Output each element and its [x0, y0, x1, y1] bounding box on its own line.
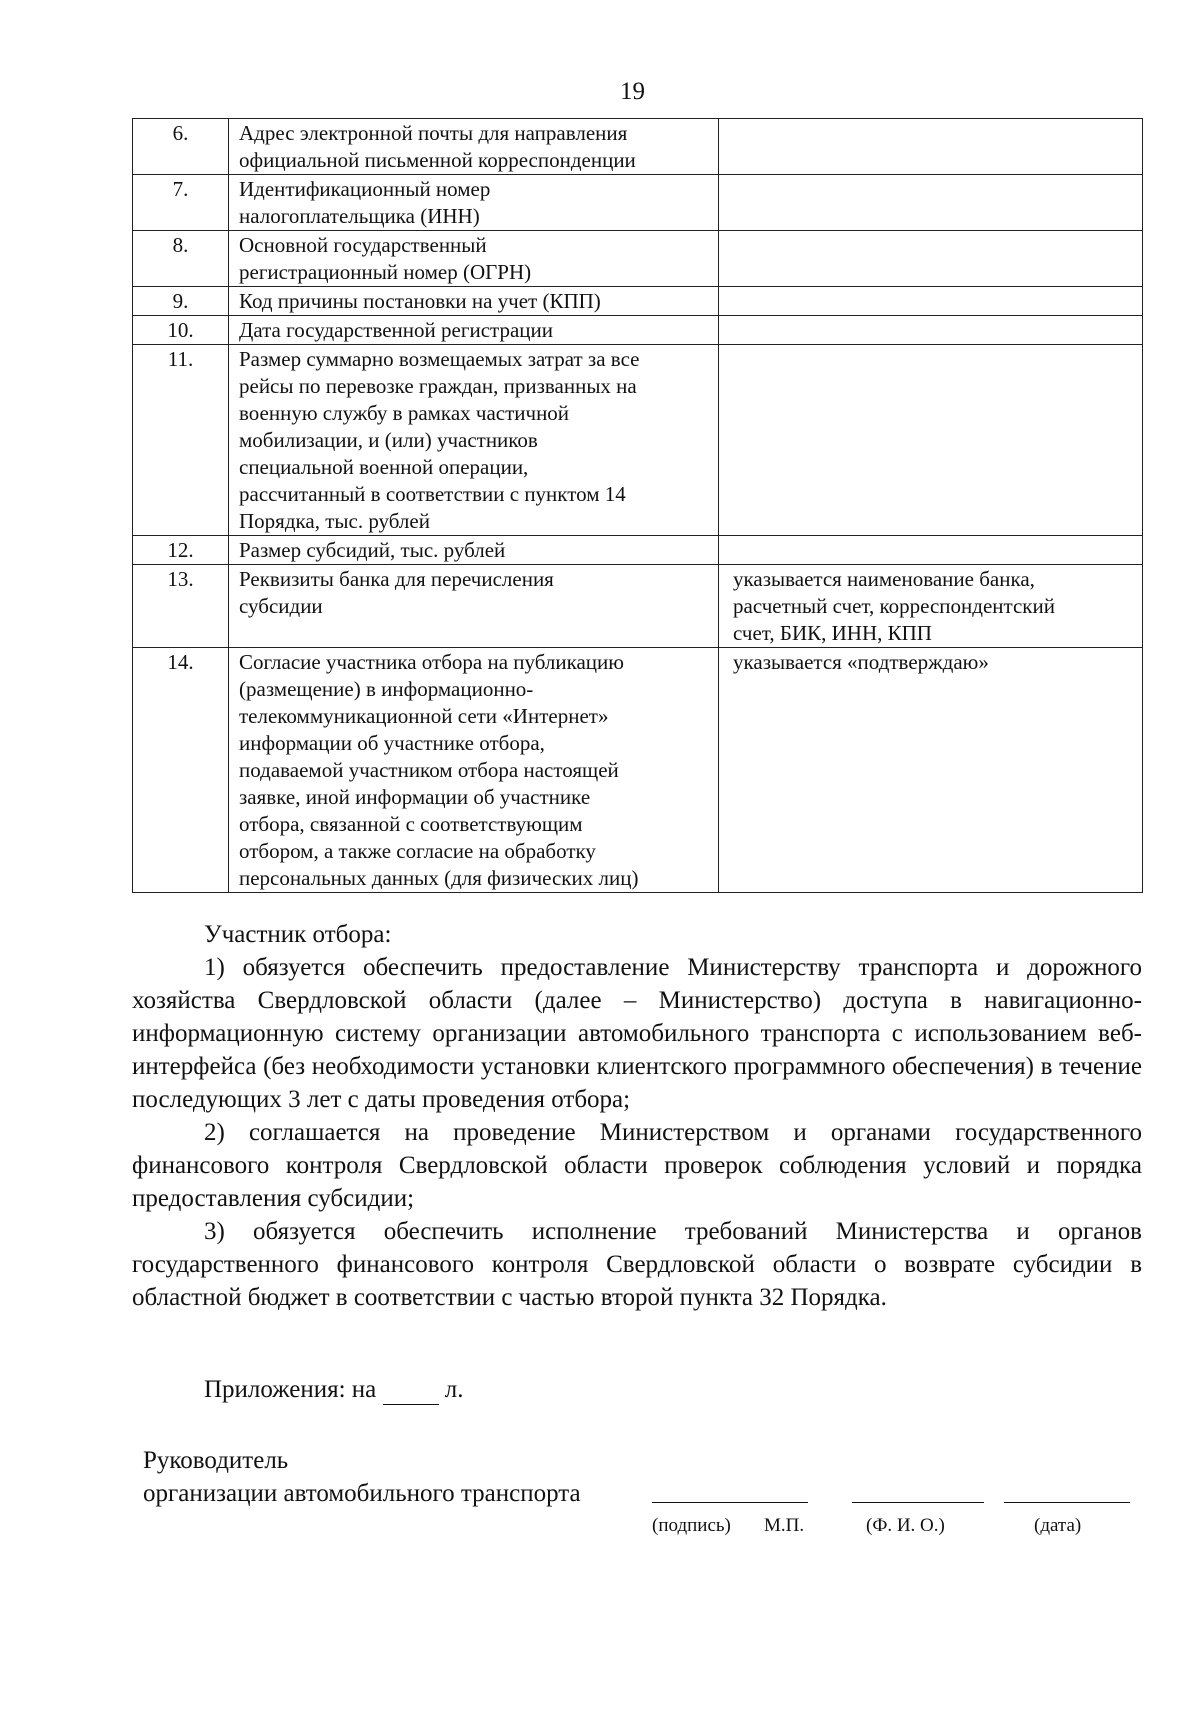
- obligation-item-3: 3) обязуется обеспечить исполнение требований Министерства и органов государственного финансового контроля Свердловской области о возврате субсидии в областной бюджет в соответствии с частью второй пункта 32 Порядка.: [132, 1218, 1142, 1311]
- row-value-cell[interactable]: [719, 287, 1143, 316]
- stamp-place-caption: М.П.: [764, 1515, 805, 1536]
- date-blank[interactable]: [1004, 1502, 1130, 1503]
- participant-intro: Участник отбора:: [204, 921, 392, 948]
- row-number: 12.: [133, 536, 229, 565]
- row-value-cell[interactable]: [719, 345, 1143, 536]
- row-number: 11.: [133, 345, 229, 536]
- signatory-title: Руководитель: [143, 1447, 289, 1474]
- row-number: 13.: [133, 565, 229, 648]
- table-row: [133, 119, 1143, 175]
- row-label: Основной государственный регистрационный номер (ОГРН): [229, 231, 719, 287]
- table-row: [133, 316, 1143, 345]
- full-name-caption: (Ф. И. О.): [866, 1515, 945, 1536]
- obligation-item-2: 2) соглашается на проведение Министерством и органами государственного финансового контроля Свердловской области проверок соблюдения условий и порядка предоставления субсидии;: [132, 1119, 1142, 1212]
- row-number: 10.: [133, 316, 229, 345]
- attachments-line: [204, 1376, 464, 1405]
- row-label: Реквизиты банка для перечисления субсидии: [229, 565, 719, 648]
- table-row: [133, 231, 1143, 287]
- row-value-cell[interactable]: указывается «подтверждаю»: [719, 648, 1143, 893]
- full-name-blank[interactable]: [852, 1502, 984, 1503]
- row-label: Размер субсидий, тыс. рублей: [229, 536, 719, 565]
- row-label: Согласие участника отбора на публикацию (размещение) в информационно- телекоммуникационной сети «Интернет» информации об участнике отбора, подаваемой участником отбора настоящей заявке, иной информации об участнике отбора, связанной с соответствующим отбором, а также согласие на обработку персональных данных (для физических лиц): [229, 648, 719, 893]
- application-form-table: [132, 118, 1143, 893]
- row-value-cell[interactable]: указывается наименование банка, расчетный счет, корреспондентский счет, БИК, ИНН, КПП: [719, 565, 1143, 648]
- row-value-cell[interactable]: [719, 175, 1143, 231]
- obligation-item-1: 1) обязуется обеспечить предоставление Министерству транспорта и дорожного хозяйства Свердловской области (далее – Министерство) доступа в навигационно-информационную систему организации автомобильного транспорта с использованием веб-интерфейса (без необходимости установки клиентского программного обеспечения) в течение последующих 3 лет с даты проведения отбора;: [132, 954, 1142, 1113]
- obligations-text: [132, 918, 1142, 1314]
- attachments-pages-blank[interactable]: [383, 1376, 439, 1405]
- table-row: [133, 287, 1143, 316]
- table-row: [133, 175, 1143, 231]
- signatory-organization: организации автомобильного транспорта: [143, 1480, 581, 1507]
- table-row: [133, 536, 1143, 565]
- row-number: 9.: [133, 287, 229, 316]
- signature-caption: (подпись): [652, 1515, 731, 1536]
- row-value-cell[interactable]: [719, 119, 1143, 175]
- table-body: [133, 119, 1143, 893]
- signature-blank[interactable]: [652, 1502, 808, 1503]
- row-number: 8.: [133, 231, 229, 287]
- row-label: Размер суммарно возмещаемых затрат за все рейсы по перевозке граждан, призванных на военную службу в рамках частичной мобилизации, и (или) участников специальной военной операции, рассчитанный в соответствии с пунктом 14 Порядка, тыс. рублей: [229, 345, 719, 536]
- row-number: 6.: [133, 119, 229, 175]
- attachments-suffix: л.: [444, 1376, 464, 1403]
- table-row: [133, 565, 1143, 648]
- row-label: Адрес электронной почты для направления официальной письменной корреспонденции: [229, 119, 719, 175]
- page-number: 19: [620, 78, 645, 105]
- date-caption: (дата): [1034, 1515, 1082, 1536]
- row-value-cell[interactable]: [719, 316, 1143, 345]
- row-label: Дата государственной регистрации: [229, 316, 719, 345]
- row-label: Идентификационный номер налогоплательщика (ИНН): [229, 175, 719, 231]
- row-label: Код причины постановки на учет (КПП): [229, 287, 719, 316]
- row-number: 7.: [133, 175, 229, 231]
- row-number: 14.: [133, 648, 229, 893]
- table-row: [133, 648, 1143, 893]
- attachments-prefix: Приложения: на: [204, 1376, 377, 1403]
- row-value-cell[interactable]: [719, 231, 1143, 287]
- row-value-cell[interactable]: [719, 536, 1143, 565]
- table-row: [133, 345, 1143, 536]
